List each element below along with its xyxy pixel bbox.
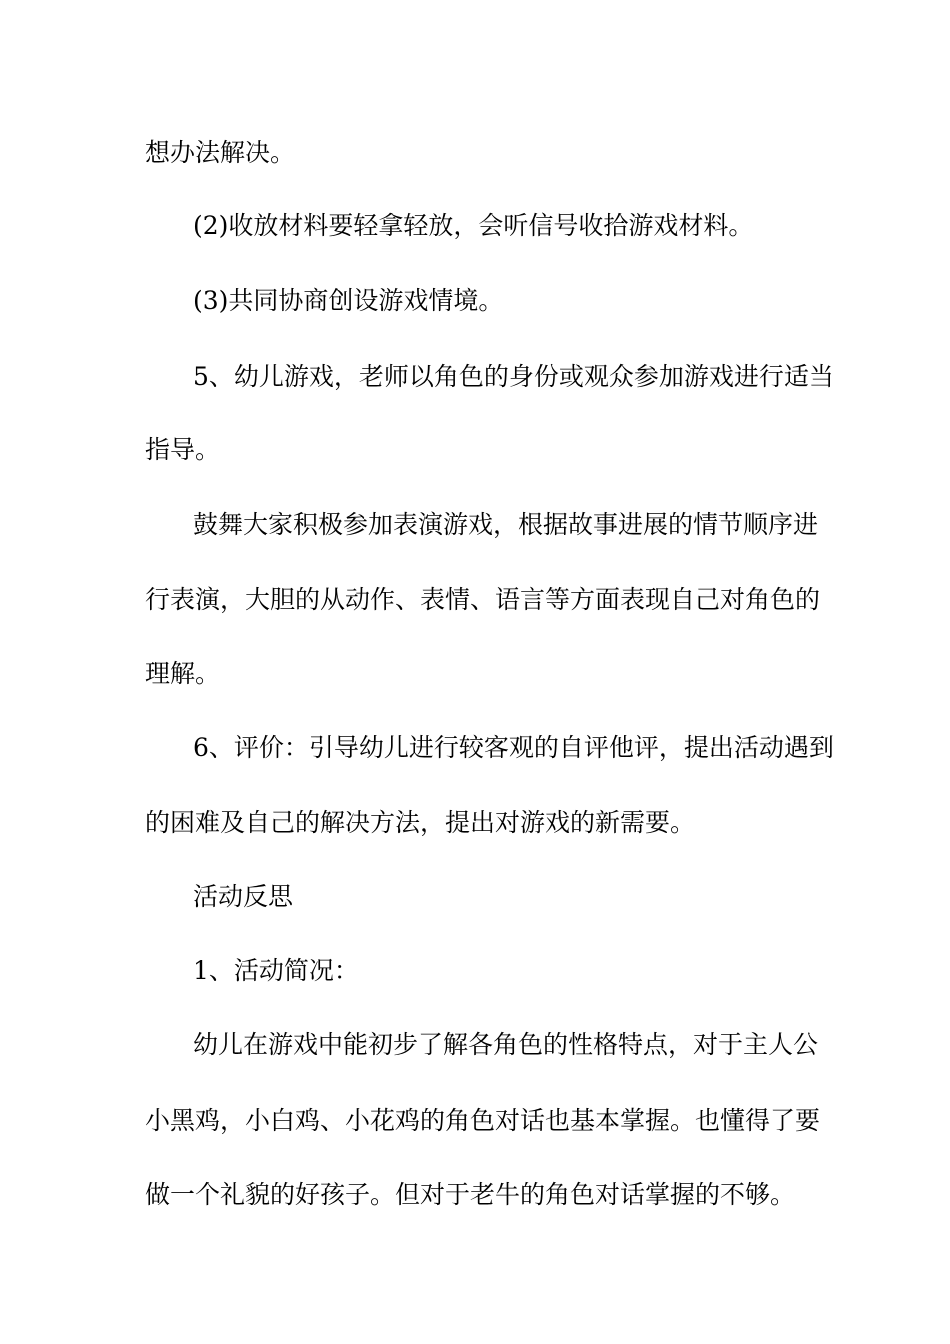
text-line: 鼓舞大家积极参加表演游戏，根据故事进展的情节顺序进 xyxy=(193,510,819,539)
text-line: 想办法解决。 xyxy=(145,138,296,167)
text-line: (2)收放材料要轻拿轻放，会听信号收拾游戏材料。 xyxy=(193,211,754,240)
text-line: 幼儿在游戏中能初步了解各角色的性格特点，对于主人公 xyxy=(193,1030,819,1059)
text-line: 1、活动简况： xyxy=(193,956,359,985)
text-line: 的困难及自己的解决方法，提出对游戏的新需要。 xyxy=(145,808,696,837)
text-line: 行表演，大胆的从动作、表情、语言等方面表现自己对角色的 xyxy=(145,585,821,614)
text-line: 理解。 xyxy=(145,659,221,688)
text-line: (3)共同协商创设游戏情境。 xyxy=(193,286,504,315)
section-heading: 活动反思 xyxy=(193,882,294,911)
text-line: 做一个礼貌的好孩子。但对于老牛的角色对话掌握的不够。 xyxy=(145,1180,796,1209)
text-line: 指导。 xyxy=(145,435,221,464)
text-line: 小黑鸡，小白鸡、小花鸡的角色对话也基本掌握。也懂得了要 xyxy=(145,1106,821,1135)
text-line: 5、幼儿游戏，老师以角色的身份或观众参加游戏进行适当 xyxy=(193,362,834,391)
text-line: 6、评价：引导幼儿进行较客观的自评他评，提出活动遇到 xyxy=(193,733,834,762)
